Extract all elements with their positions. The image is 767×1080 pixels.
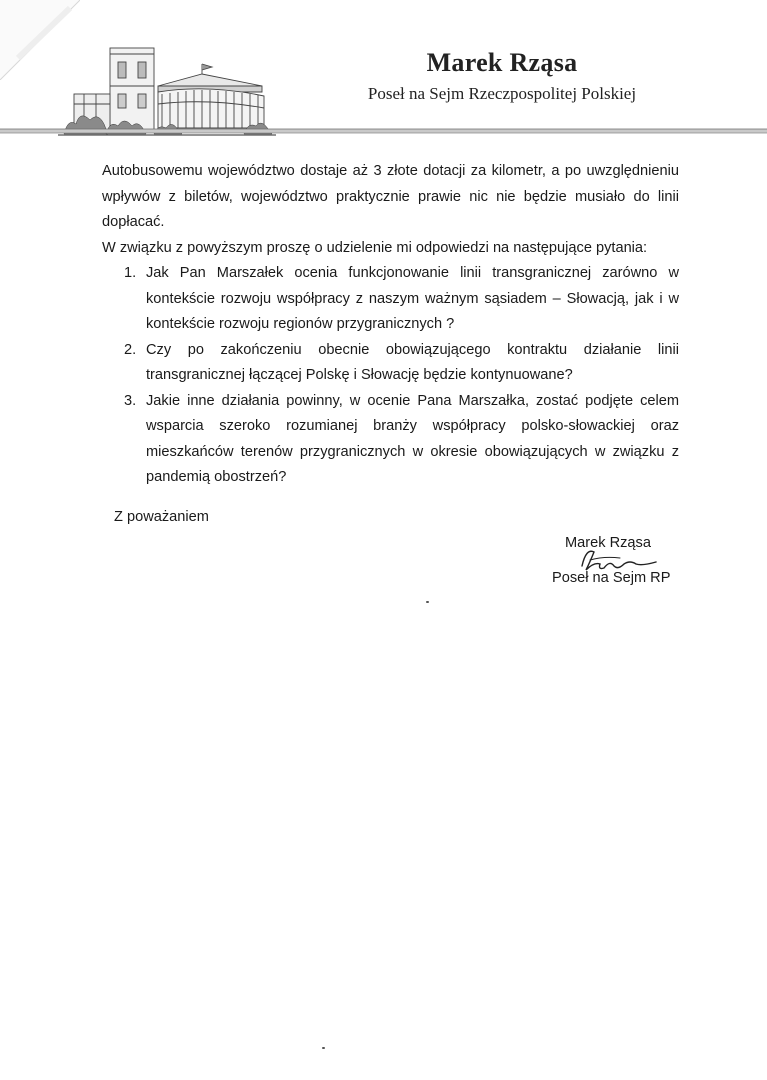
question-text: Jak Pan Marszałek ocenia funkcjonowanie linii transgranicznej zarówno w kontekście rozwoju współpracy z naszym ważnym sąsiadem – Słowacją, jak i w kontekście rozwoju regionów przygranicznych ? [146, 265, 679, 332]
scan-speck [426, 601, 429, 603]
question-text: Jakie inne działania powinny, w ocenie Pana Marszałka, zostać podjęte celem wsparcia szeroko rozumianej branży współpracy polsko-słowackiej oraz mieszkańców terenów przygranicznych w okresie obowiązujących w związku z pandemią obostrzeń? [146, 392, 679, 485]
body-paragraph: Autobusowemu województwo dostaje aż 3 złote dotacji za kilometr, a po uwzględnieniu wpływów z biletów, województwo praktycznie prawie nic nie będzie musiało do linii dopłacać. [102, 163, 679, 230]
sejm-building-logo [58, 40, 276, 138]
closing-salutation: Z poważaniem [114, 509, 209, 525]
question-item [102, 389, 679, 491]
question-item [102, 338, 679, 389]
header-divider [0, 128, 767, 134]
question-number: 1. [124, 265, 137, 281]
scan-speck [322, 1047, 325, 1049]
question-list [102, 261, 679, 491]
letter-body [102, 159, 679, 491]
signature-name: Marek Rząsa [565, 535, 651, 551]
body-paragraph: W związku z powyższym proszę o udzielenie mi odpowiedzi na następujące pytania: [102, 239, 648, 256]
question-text: Czy po zakończeniu obecnie obowiązującego kontraktu działanie linii transgranicznej łączącej Polskę i Słowację będzie kontynuowane? [146, 341, 679, 383]
question-number: 3. [124, 392, 137, 409]
letterhead-subtitle: Poseł na Sejm Rzeczpospolitej Polskiej [367, 84, 637, 103]
letterhead-name: Marek Rząsa [426, 48, 578, 77]
signature-role: Poseł na Sejm RP [552, 570, 671, 586]
question-item [102, 261, 679, 338]
question-number: 2. [124, 341, 137, 358]
